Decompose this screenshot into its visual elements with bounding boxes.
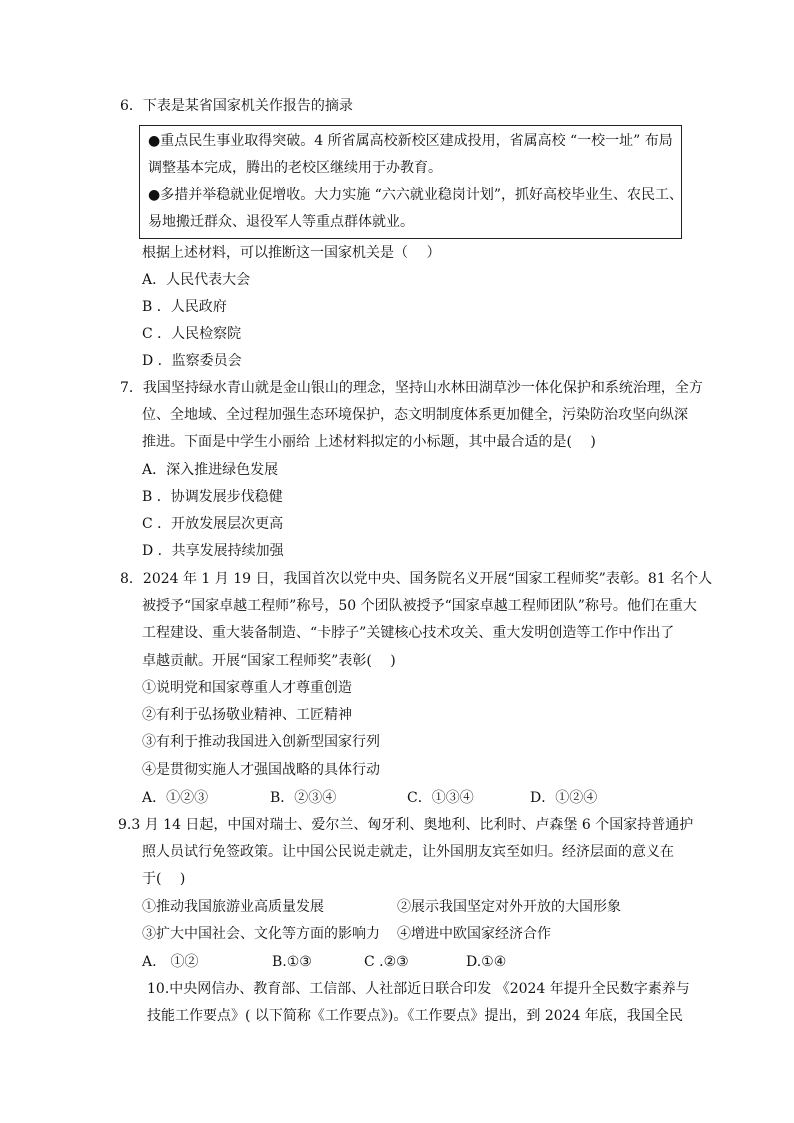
q7-option-a: A．深入推进绿色发展	[142, 462, 279, 478]
question-10-line-2: 技能工作要点》( 以下简称《工作要点》)。《工作要点》提出，到 2024 年底，我国全民	[147, 1008, 683, 1024]
q7-option-c: C ．开放发展层次更高	[142, 516, 284, 532]
q9-item-3: ③扩大中国社会、文化等方面的影响力	[142, 926, 380, 942]
question-6-stem: 6．下表是某省国家机关作报告的摘录	[120, 98, 353, 114]
question-7-line-3: 推进。下面是中学生小丽给 上述材料拟定的小标题，其中最合适的是( )	[142, 434, 596, 450]
question-8-line-1: 8．2024 年 1 月 19 日，我国首次以党中央、国务院名义开展“国家工程师奖”表彰。81 名个人	[120, 571, 713, 587]
question-9-line-2: 照人员试行免签政策。让中国公民说走就走，让外国朋友宾至如归。经济层面的意义在	[142, 844, 674, 860]
q6-option-d: D ．监察委员会	[142, 353, 242, 369]
q6-option-b: B ．人民政府	[142, 299, 227, 315]
q6-option-c: C ．人民检察院	[142, 326, 242, 342]
question-7-line-2: 位、全地域、全过程加强生态环境保护，态文明制度体系更加健全，污染防治攻坚向纵深	[142, 407, 688, 423]
question-8-line-4: 卓越贡献。开展“国家工程师奖”表彰( )	[142, 653, 396, 669]
question-7-line-1: 7．我国坚持绿水青山就是金山银山的理念，坚持山水林田湖草沙一体化保护和系统治理，全方	[120, 380, 703, 396]
q9-option-d: D.①④	[466, 954, 507, 970]
question-6-prompt: 根据上述材料，可以推断这一国家机关是（ ）	[142, 245, 441, 261]
q8-item-1: ①说明党和国家尊重人才尊重创造	[142, 680, 352, 696]
q9-option-a: A. ①②	[142, 954, 199, 970]
q8-option-b: B．②③④	[270, 790, 337, 806]
quote-line-3: ●多措并举稳就业促增收。大力实施 “六六就业稳岗计划”，抓好高校毕业生、农民工、	[148, 187, 683, 203]
q9-item-4: ④增进中欧国家经济合作	[397, 926, 551, 942]
question-9-line-1: 9.3 月 14 日起，中国对瑞士、爱尔兰、匈牙利、奥地利、比利时、卢森堡 6 个国家持普通护	[118, 817, 694, 833]
question-9-line-3: 于( )	[142, 871, 186, 887]
q8-item-3: ③有利于推动我国进入创新型国家行列	[142, 734, 380, 750]
q7-option-d: D ．共享发展持续加强	[142, 543, 284, 559]
q8-item-2: ②有利于弘扬敬业精神、工匠精神	[142, 707, 352, 723]
q7-option-b: B ．协调发展步伐稳健	[142, 489, 283, 505]
quote-line-2: 调整基本完成，腾出的老校区继续用于办教育。	[148, 160, 442, 176]
q8-option-c: C．①③④	[407, 790, 474, 806]
q9-option-c: C .②③	[364, 954, 409, 970]
question-10-line-1: 10.中央网信办、教育部、工信部、人社部近日联合印发 《2024 年提升全民数字素养与	[147, 981, 690, 997]
q8-option-d: D．①②④	[530, 790, 598, 806]
quote-box	[139, 125, 682, 239]
q8-option-a: A．①②③	[142, 790, 209, 806]
quote-line-4: 易地搬迁群众、退役军人等重点群体就业。	[148, 214, 414, 230]
quote-line-1: ●重点民生事业取得突破。4 所省属高校新校区建成投用，省属高校 “一校一址” 布局	[148, 133, 673, 149]
q9-option-b: B.①③	[272, 954, 312, 970]
question-8-line-2: 被授予“国家卓越工程师”称号，50 个团队被授予“国家卓越工程师团队”称号。他们在重大	[142, 598, 697, 614]
q9-item-1: ①推动我国旅游业高质量发展	[142, 899, 324, 915]
q9-item-2: ②展示我国坚定对外开放的大国形象	[397, 899, 621, 915]
question-8-line-3: 工程建设、重大装备制造、“卡脖子”关键核心技术攻关、重大发明创造等工作中作出了	[142, 625, 675, 641]
q8-item-4: ④是贯彻实施人才强国战略的具体行动	[142, 762, 380, 778]
q6-option-a: A．人民代表大会	[142, 272, 251, 288]
